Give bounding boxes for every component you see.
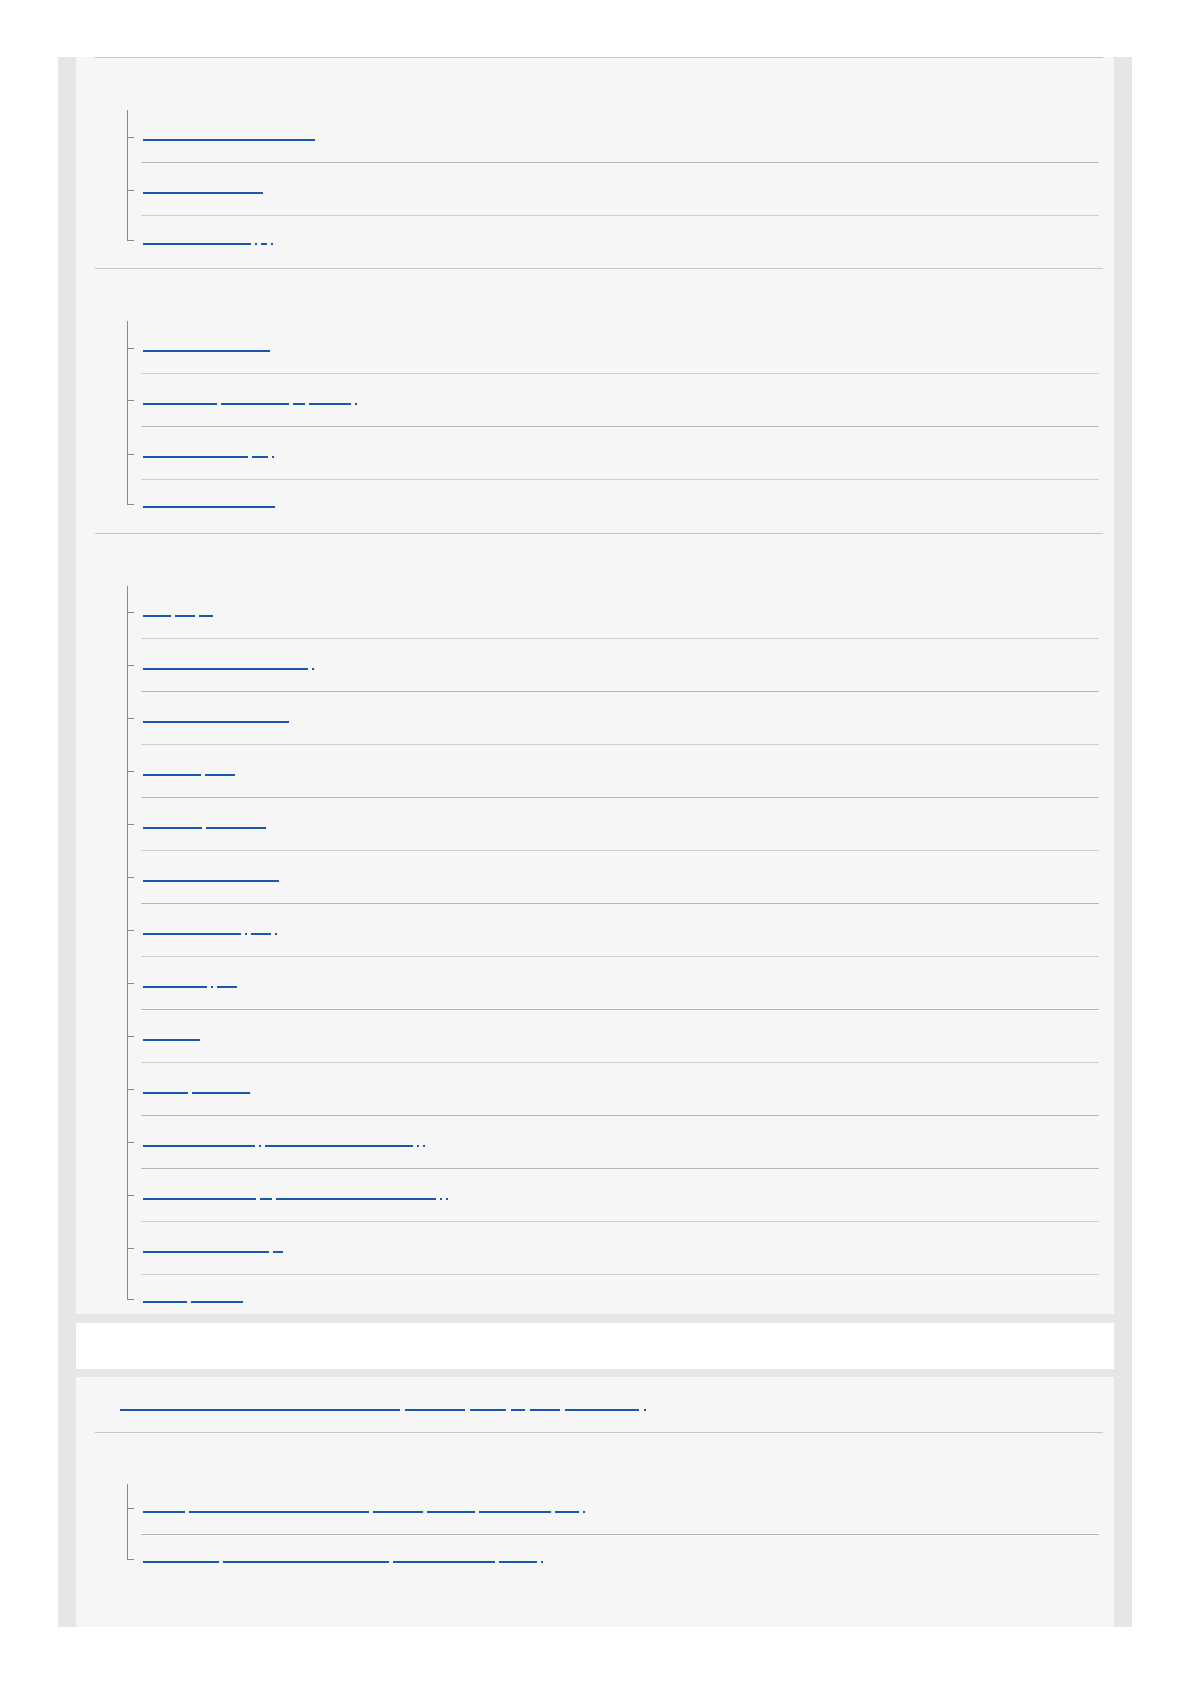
toc-link[interactable]	[143, 455, 274, 458]
toc-link[interactable]	[143, 879, 279, 882]
tree-tick	[127, 1142, 134, 1143]
toc-link[interactable]	[143, 1300, 243, 1303]
section-heading-link[interactable]	[120, 1409, 646, 1412]
tree-tick	[127, 612, 134, 613]
tree-tick	[127, 930, 134, 931]
item-divider	[141, 638, 1099, 639]
toc-link[interactable]	[143, 402, 357, 405]
item-divider	[141, 956, 1099, 957]
tree-tick	[127, 877, 134, 878]
tree-tick	[127, 240, 134, 241]
item-divider	[141, 850, 1099, 851]
tree-line-group-3	[127, 586, 128, 1299]
item-divider	[141, 1009, 1099, 1010]
toc-link[interactable]	[143, 1038, 200, 1041]
tree-tick	[127, 504, 134, 505]
tree-tick	[127, 400, 134, 401]
toc-link[interactable]	[143, 720, 289, 723]
document-frame	[58, 57, 1132, 1627]
toc-link[interactable]	[143, 1250, 283, 1253]
item-divider	[141, 903, 1099, 904]
toc-panel-main	[76, 57, 1114, 1314]
toc-link[interactable]	[143, 242, 273, 245]
item-divider	[141, 1115, 1099, 1116]
tree-tick	[127, 348, 134, 349]
item-divider	[141, 1168, 1099, 1169]
toc-link[interactable]	[143, 1510, 585, 1513]
toc-link[interactable]	[143, 826, 266, 829]
item-divider	[141, 1534, 1099, 1535]
item-divider	[141, 1221, 1099, 1222]
blank-section	[76, 1323, 1114, 1369]
tree-line-group-1	[127, 110, 128, 240]
tree-tick	[127, 824, 134, 825]
tree-tick	[127, 190, 134, 191]
item-divider	[141, 373, 1099, 374]
group-divider	[95, 268, 1103, 269]
toc-link[interactable]	[143, 985, 237, 988]
tree-tick	[127, 983, 134, 984]
top-divider	[95, 57, 1103, 58]
item-divider	[141, 479, 1099, 480]
tree-tick	[127, 137, 134, 138]
toc-link[interactable]	[143, 667, 314, 670]
item-divider	[141, 215, 1099, 216]
tree-tick	[127, 665, 134, 666]
tree-tick	[127, 454, 134, 455]
toc-link[interactable]	[143, 505, 275, 508]
item-divider	[141, 1274, 1099, 1275]
tree-line-group-4	[127, 1484, 128, 1559]
toc-link[interactable]	[143, 932, 277, 935]
toc-panel-secondary	[76, 1377, 1114, 1627]
item-divider	[141, 1062, 1099, 1063]
tree-tick	[127, 1508, 134, 1509]
item-divider	[141, 426, 1099, 427]
toc-link[interactable]	[143, 614, 213, 617]
toc-link[interactable]	[143, 138, 315, 141]
tree-tick	[127, 1299, 134, 1300]
toc-link[interactable]	[143, 349, 270, 352]
tree-tick	[127, 1248, 134, 1249]
section-divider	[95, 1432, 1103, 1433]
item-divider	[141, 162, 1099, 163]
toc-link[interactable]	[143, 773, 235, 776]
item-divider	[141, 797, 1099, 798]
item-divider	[141, 744, 1099, 745]
tree-tick	[127, 1195, 134, 1196]
toc-link[interactable]	[143, 1144, 425, 1147]
tree-tick	[127, 1036, 134, 1037]
item-divider	[141, 691, 1099, 692]
toc-link[interactable]	[143, 1091, 250, 1094]
toc-link[interactable]	[143, 1560, 543, 1563]
group-divider	[95, 533, 1103, 534]
toc-link[interactable]	[143, 1197, 448, 1200]
tree-tick	[127, 1559, 134, 1560]
tree-tick	[127, 718, 134, 719]
tree-tick	[127, 1089, 134, 1090]
tree-tick	[127, 771, 134, 772]
toc-link[interactable]	[143, 191, 263, 194]
